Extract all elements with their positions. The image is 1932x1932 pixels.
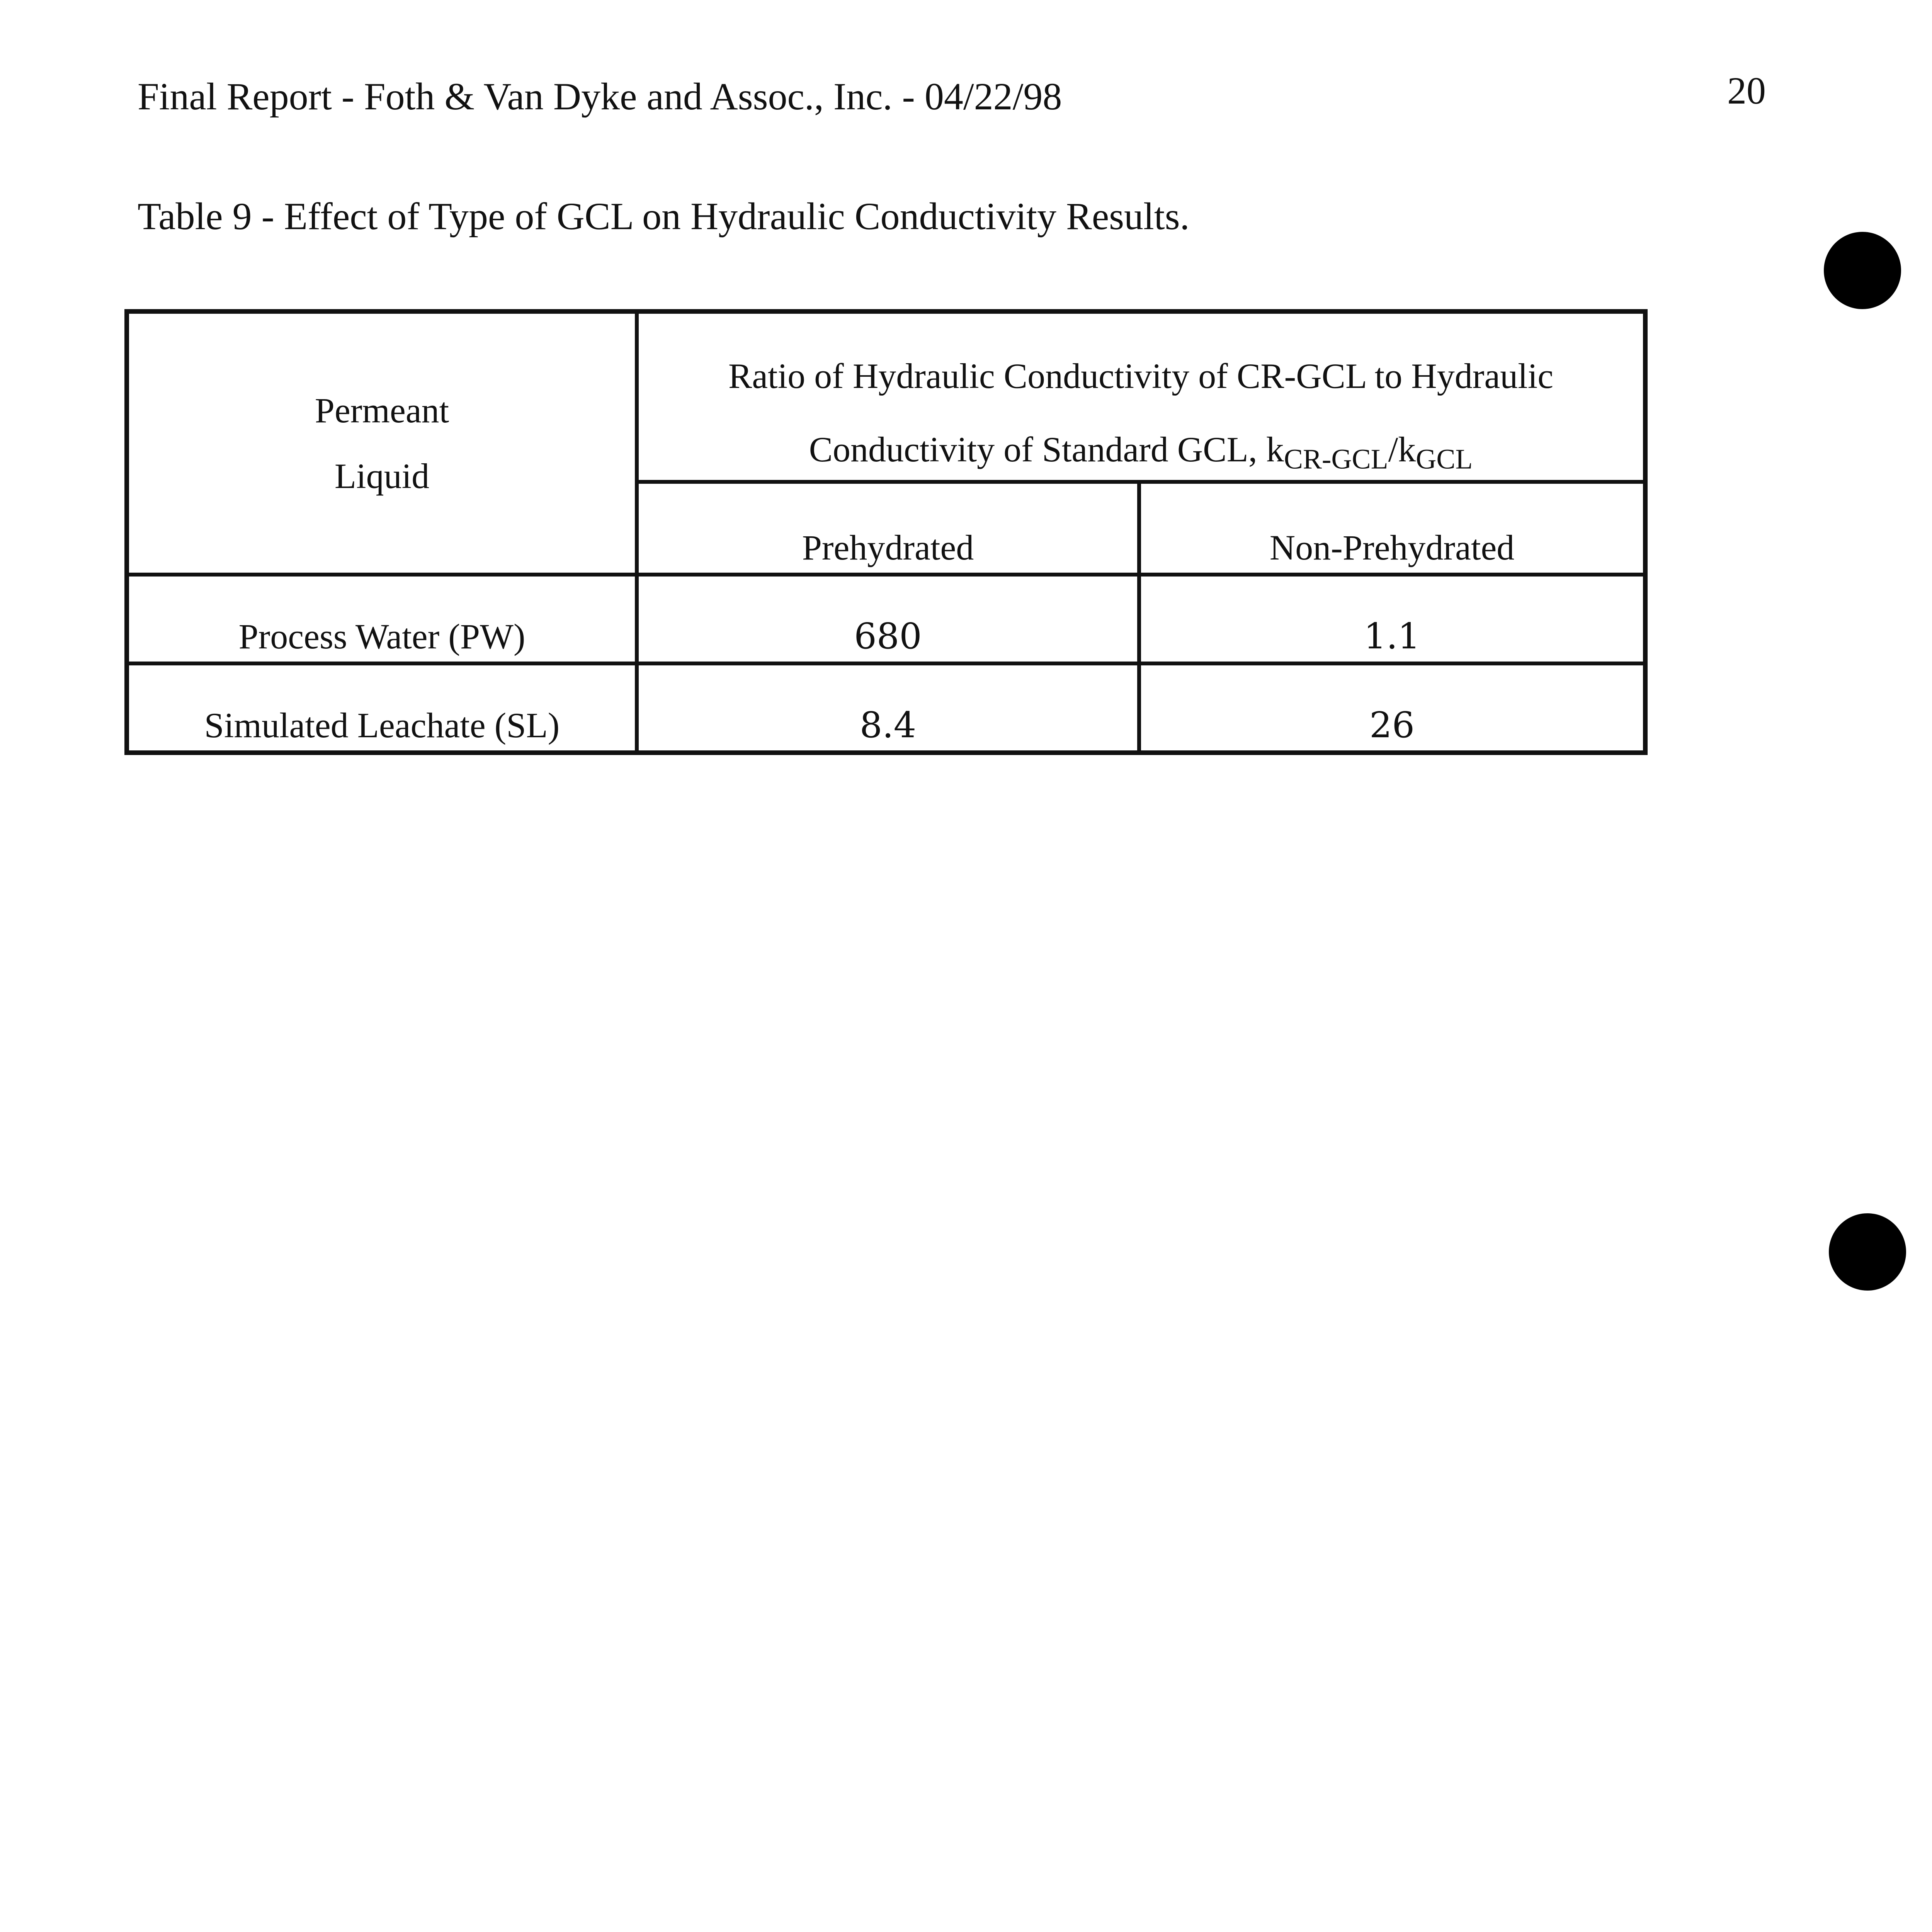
binder-punch-hole bbox=[1824, 232, 1901, 309]
table-row bbox=[127, 663, 1645, 753]
column-header-prehydrated: Prehydrated bbox=[637, 482, 1139, 575]
gcl-results-table bbox=[124, 309, 1648, 755]
binder-punch-hole bbox=[1829, 1213, 1906, 1291]
ratio-numerator-subscript: CR-GCL bbox=[1284, 443, 1388, 475]
report-title: Final Report - Foth & Van Dyke and Assoc., Inc. - 04/22/98 bbox=[138, 75, 1062, 118]
row-liquid-label: Process Water (PW) bbox=[127, 575, 637, 663]
ratio-denominator-subscript: GCL bbox=[1416, 443, 1473, 475]
ratio-numerator: k bbox=[1266, 430, 1284, 469]
column-header-non-prehydrated: Non-Prehydrated bbox=[1139, 482, 1645, 575]
table-caption: Table 9 - Effect of Type of GCL on Hydraulic Conductivity Results. bbox=[138, 195, 1190, 238]
ratio-header-line1: Ratio of Hydraulic Conductivity of CR-GCL to Hydraulic bbox=[728, 356, 1554, 396]
row-prehydrated-value: 680 bbox=[637, 575, 1139, 663]
page-number: 20 bbox=[1727, 69, 1766, 112]
ratio-denominator: k bbox=[1398, 430, 1416, 469]
permeant-header-line2: Liquid bbox=[334, 456, 430, 496]
ratio-group-header bbox=[637, 311, 1645, 482]
permeant-liquid-header bbox=[127, 311, 637, 575]
ratio-header-line2: Conductivity of Standard GCL, $k_{CR-GCL}/k_{GCL}$ bbox=[809, 430, 1473, 475]
row-non-prehydrated-value: 1.1 bbox=[1139, 575, 1645, 663]
row-prehydrated-value: 8.4 bbox=[637, 663, 1139, 753]
table-row bbox=[127, 575, 1645, 663]
row-non-prehydrated-value: 26 bbox=[1139, 663, 1645, 753]
permeant-header-line1: Permeant bbox=[315, 390, 449, 430]
table-header-row bbox=[127, 311, 1645, 482]
ratio-header-text: Conductivity of Standard GCL, bbox=[809, 430, 1257, 469]
row-liquid-label: Simulated Leachate (SL) bbox=[127, 663, 637, 753]
